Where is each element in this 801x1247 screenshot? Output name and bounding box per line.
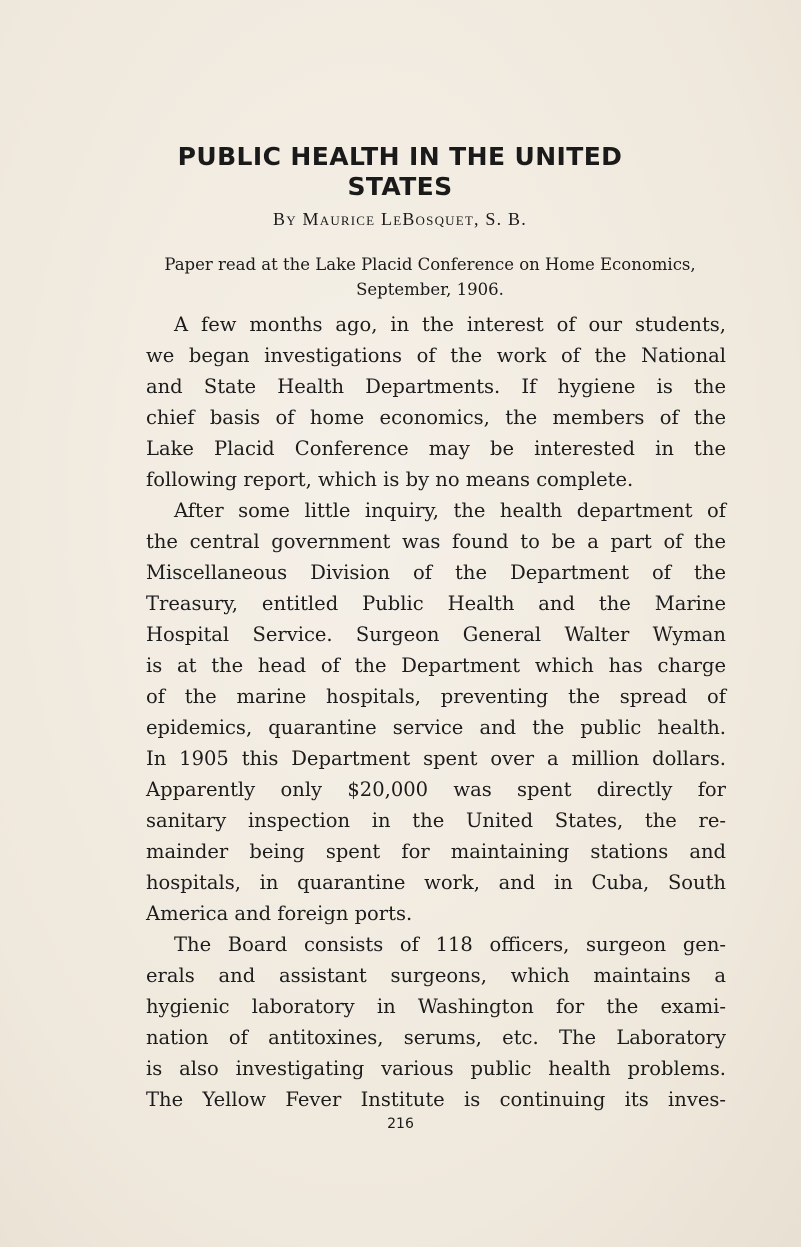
body-line: Hospital Service. Surgeon General Walter Wyman	[146, 623, 726, 646]
body-line: hygienic laboratory in Washington for the exami-	[146, 995, 726, 1018]
body-line: hospitals, in quarantine work, and in Cuba, South	[146, 871, 726, 894]
body-line: Lake Placid Conference may be interested in the	[146, 437, 726, 460]
body-line: of the marine hospitals, preventing the spread of	[146, 685, 726, 708]
body-line: Apparently only $20,000 was spent directly for	[146, 778, 726, 801]
body-line: nation of antitoxines, serums, etc. The Laboratory	[146, 1026, 726, 1049]
source-note-line-1: Paper read at the Lake Placid Conference on Home Economics,	[164, 255, 696, 274]
article-title-line-2: STATES	[347, 172, 453, 201]
page-number: 216	[387, 1116, 414, 1132]
body-line: America and foreign ports.	[146, 902, 413, 925]
body-line: After some little inquiry, the health department of	[174, 499, 726, 522]
body-line: we began investigations of the work of the National	[146, 344, 726, 367]
source-note-line-2: September, 1906.	[356, 280, 504, 299]
body-line: Miscellaneous Division of the Department of the	[146, 561, 726, 584]
body-line: is at the head of the Department which has charge	[146, 654, 726, 677]
body-line: following report, which is by no means complete.	[146, 468, 634, 491]
body-line: Treasury, entitled Public Health and the Marine	[146, 592, 726, 615]
body-line: The Board consists of 118 officers, surgeon gen-	[174, 933, 726, 956]
body-line: The Yellow Fever Institute is continuing its inves-	[146, 1088, 726, 1111]
body-line: erals and assistant surgeons, which maintains a	[146, 964, 726, 987]
body-line: and State Health Departments. If hygiene is the	[146, 375, 726, 398]
body-line: epidemics, quarantine service and the public health.	[146, 716, 726, 739]
body-line: is also investigating various public health problems.	[146, 1057, 726, 1080]
body-line: chief basis of home economics, the members of the	[146, 406, 726, 429]
body-line: the central government was found to be a part of the	[146, 530, 726, 553]
body-line: mainder being spent for maintaining stations and	[146, 840, 726, 863]
body-line: sanitary inspection in the United States, the re-	[146, 809, 726, 832]
article-title-line-1: PUBLIC HEALTH IN THE UNITED	[177, 142, 623, 171]
body-line: A few months ago, in the interest of our students,	[174, 313, 726, 336]
body-line: In 1905 this Department spent over a million dollars.	[146, 747, 726, 770]
author-byline: By Maurice LeBosquet, S. B.	[273, 209, 527, 229]
